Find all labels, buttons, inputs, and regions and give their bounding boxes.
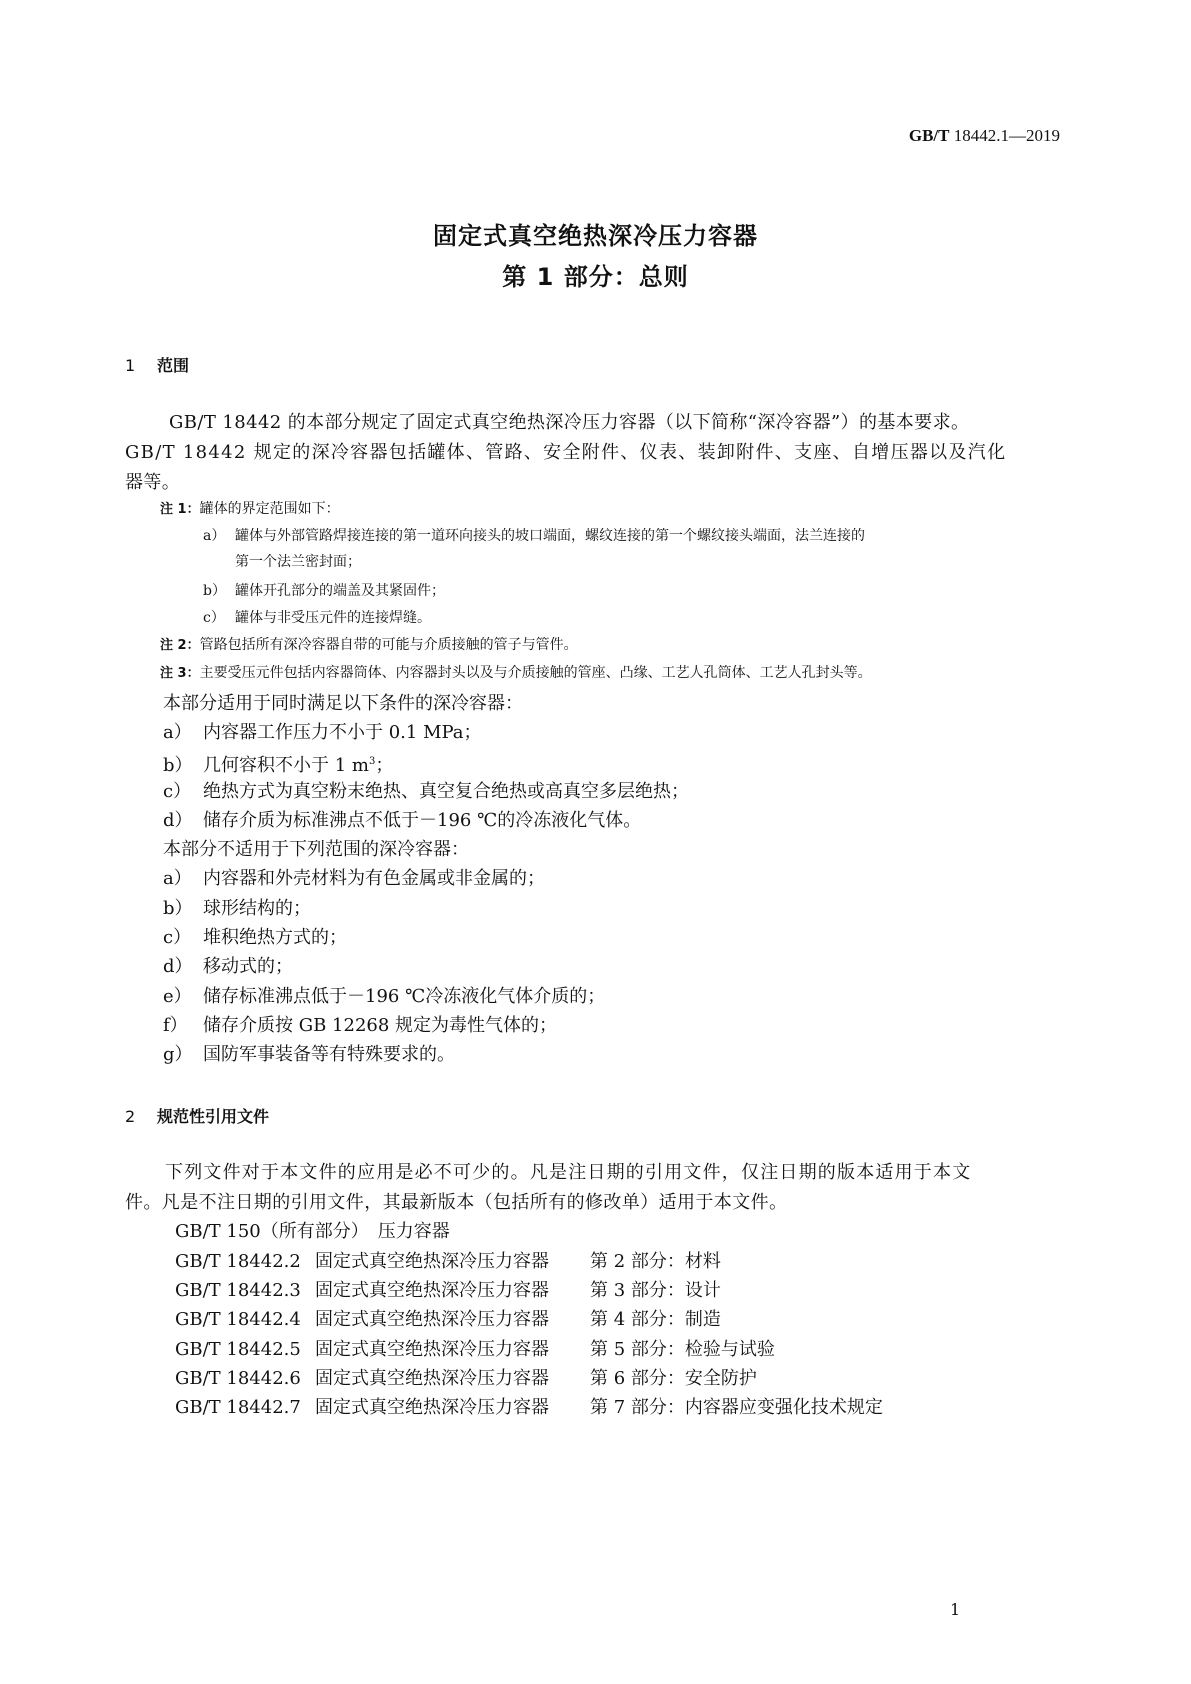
note-3 [160,661,872,686]
note-1-item-text: 罐体开孔部分的端盖及其紧固件； [235,583,445,599]
list-item [163,952,293,982]
section-1-heading [125,353,189,376]
reference-part: 第 4 部分：制造 [590,1309,721,1330]
reference-part: 第 6 部分：安全防护 [590,1368,757,1389]
para-line: GB/T 18442 的本部分规定了固定式真空绝热深冷压力容器（以下简称“深冷容器”）的基本要求。 [169,412,970,433]
reference-code: GB/T 18442.6 [175,1368,301,1389]
reference-code: GB/T 18442.3 [175,1280,301,1301]
list-item-text-end: ； [375,755,394,776]
list-item-marker: d） [163,810,193,831]
list-item [163,806,641,836]
reference-item [175,1305,721,1335]
reference-part: 第 5 部分：检验与试验 [590,1339,775,1360]
note-1-item-marker: a） [203,528,226,544]
list-item-text: 内容器工作压力不小于 0.1 MPa； [203,722,482,743]
list-item-marker: g） [163,1044,193,1065]
note-3-text: 主要受压元件包括内容器筒体、内容器封头以及与介质接触的管座、凸缘、工艺人孔筒体、工艺人孔封头等。 [199,665,872,681]
reference-code: GB/T 18442.5 [175,1339,301,1360]
reference-item: GB/T 150（所有部分） 压力容器 [175,1221,450,1242]
reference-item [175,1393,883,1423]
not-applicable-intro: 本部分不适用于下列范围的深冷容器： [163,839,469,860]
note-1-item-continuation: 第一个法兰密封面； [235,554,361,570]
note-1-item [203,524,865,548]
standard-code [0,126,1060,146]
list-item [163,718,482,748]
list-item-marker: a） [163,722,192,743]
list-item-marker: c） [163,781,192,802]
note-1-item-marker: b） [203,583,226,599]
list-item [163,747,393,781]
para-line: 器等。 [125,472,181,493]
para-line: 件。凡是不注日期的引用文件，其最新版本（包括所有的修改单）适用于本文件。 [125,1192,788,1213]
reference-code: GB/T 18442.2 [175,1251,301,1272]
list-item-text: 内容器和外壳材料为有色金属或非金属的； [203,868,545,889]
list-item [163,1040,455,1070]
list-item [163,923,347,953]
list-item-marker: d） [163,956,193,977]
standard-code-number: 18442.1—2019 [953,126,1060,145]
list-item-text: 球形结构的； [203,898,311,919]
superscript: 3 [368,756,376,767]
list-item [163,864,545,894]
reference-code: GB/T 18442.4 [175,1309,301,1330]
note-1-item-text: 罐体与外部管路焊接连接的第一道环向接头的坡口端面，螺纹连接的第一个螺纹接头端面，法兰连接的 [235,528,865,544]
list-item-text: 储存介质为标准沸点不低于－196 ℃的冷冻液化气体。 [203,810,642,831]
page-number: 1 [950,1600,961,1619]
section-2-heading [125,1104,269,1127]
section-1-paragraph [125,408,1065,498]
section-2-title: 规范性引用文件 [157,1107,270,1126]
reference-item [175,1364,757,1394]
note-2 [160,633,578,658]
reference-title: 固定式真空绝热深冷压力容器 [315,1251,549,1272]
reference-title: 固定式真空绝热深冷压力容器 [315,1280,549,1301]
section-2-number: 2 [125,1107,136,1126]
list-item-marker: e） [163,986,192,1007]
list-item-text: 储存标准沸点低于－196 ℃冷冻液化气体介质的； [203,986,606,1007]
reference-title: 固定式真空绝热深冷压力容器 [315,1339,549,1360]
note-3-label: 注 3： [160,666,200,681]
section-2-paragraph [125,1158,1065,1218]
reference-code: GB/T 18442.7 [175,1397,301,1418]
para-line: GB/T 18442 规定的深冷容器包括罐体、管路、安全附件、仪表、装卸附件、支座、自增压器以及汽化 [125,442,1007,463]
note-2-label: 注 2： [160,638,200,653]
list-item-text: 国防军事装备等有特殊要求的。 [203,1044,455,1065]
note-1-item [203,606,431,630]
reference-title: 固定式真空绝热深冷压力容器 [315,1397,549,1418]
reference-part: 第 7 部分：内容器应变强化技术规定 [590,1397,883,1418]
reference-part: 第 3 部分：设计 [590,1280,721,1301]
list-item-marker: a） [163,868,192,889]
reference-title: 固定式真空绝热深冷压力容器 [315,1309,549,1330]
note-1-item-text: 罐体与非受压元件的连接焊缝。 [235,610,431,626]
list-item-marker: b） [163,755,193,776]
note-1-item [203,579,445,603]
list-item [163,982,605,1012]
list-item-text: 移动式的； [203,956,293,977]
list-item-text: 几何容积不小于 1 m [203,755,369,776]
list-item-marker: f） [163,1015,188,1036]
applicable-intro: 本部分适用于同时满足以下条件的深冷容器： [163,693,523,714]
note-2-text: 管路包括所有深冷容器自带的可能与介质接触的管子与管件。 [199,637,578,653]
section-1-title: 范围 [157,356,190,375]
reference-title: 固定式真空绝热深冷压力容器 [315,1368,549,1389]
note-1 [160,497,340,522]
note-1-text: 罐体的界定范围如下： [199,501,340,517]
list-item-marker: c） [163,927,192,948]
note-1-label: 注 1： [160,502,200,517]
reference-item [175,1276,721,1306]
standard-code-prefix: GB/T [908,126,950,145]
list-item [163,894,311,924]
note-1-item-marker: c） [203,610,225,626]
doc-title-line1: 固定式真空绝热深冷压力容器 [433,222,758,250]
reference-item [175,1335,775,1365]
reference-item [175,1247,721,1277]
para-line: 下列文件对于本文件的应用是必不可少的。凡是注日期的引用文件，仅注日期的版本适用于本文 [165,1162,972,1183]
list-item-text: 储存介质按 GB 12268 规定为毒性气体的； [203,1015,558,1036]
section-1-number: 1 [125,356,136,375]
list-item-marker: b） [163,898,193,919]
reference-part: 第 2 部分：材料 [590,1251,721,1272]
list-item-text: 堆积绝热方式的； [203,927,347,948]
list-item [163,777,689,807]
list-item [163,1011,557,1041]
list-item-text: 绝热方式为真空粉末绝热、真空复合绝热或高真空多层绝热； [203,781,689,802]
doc-title-line2: 第 1 部分：总则 [502,263,689,291]
